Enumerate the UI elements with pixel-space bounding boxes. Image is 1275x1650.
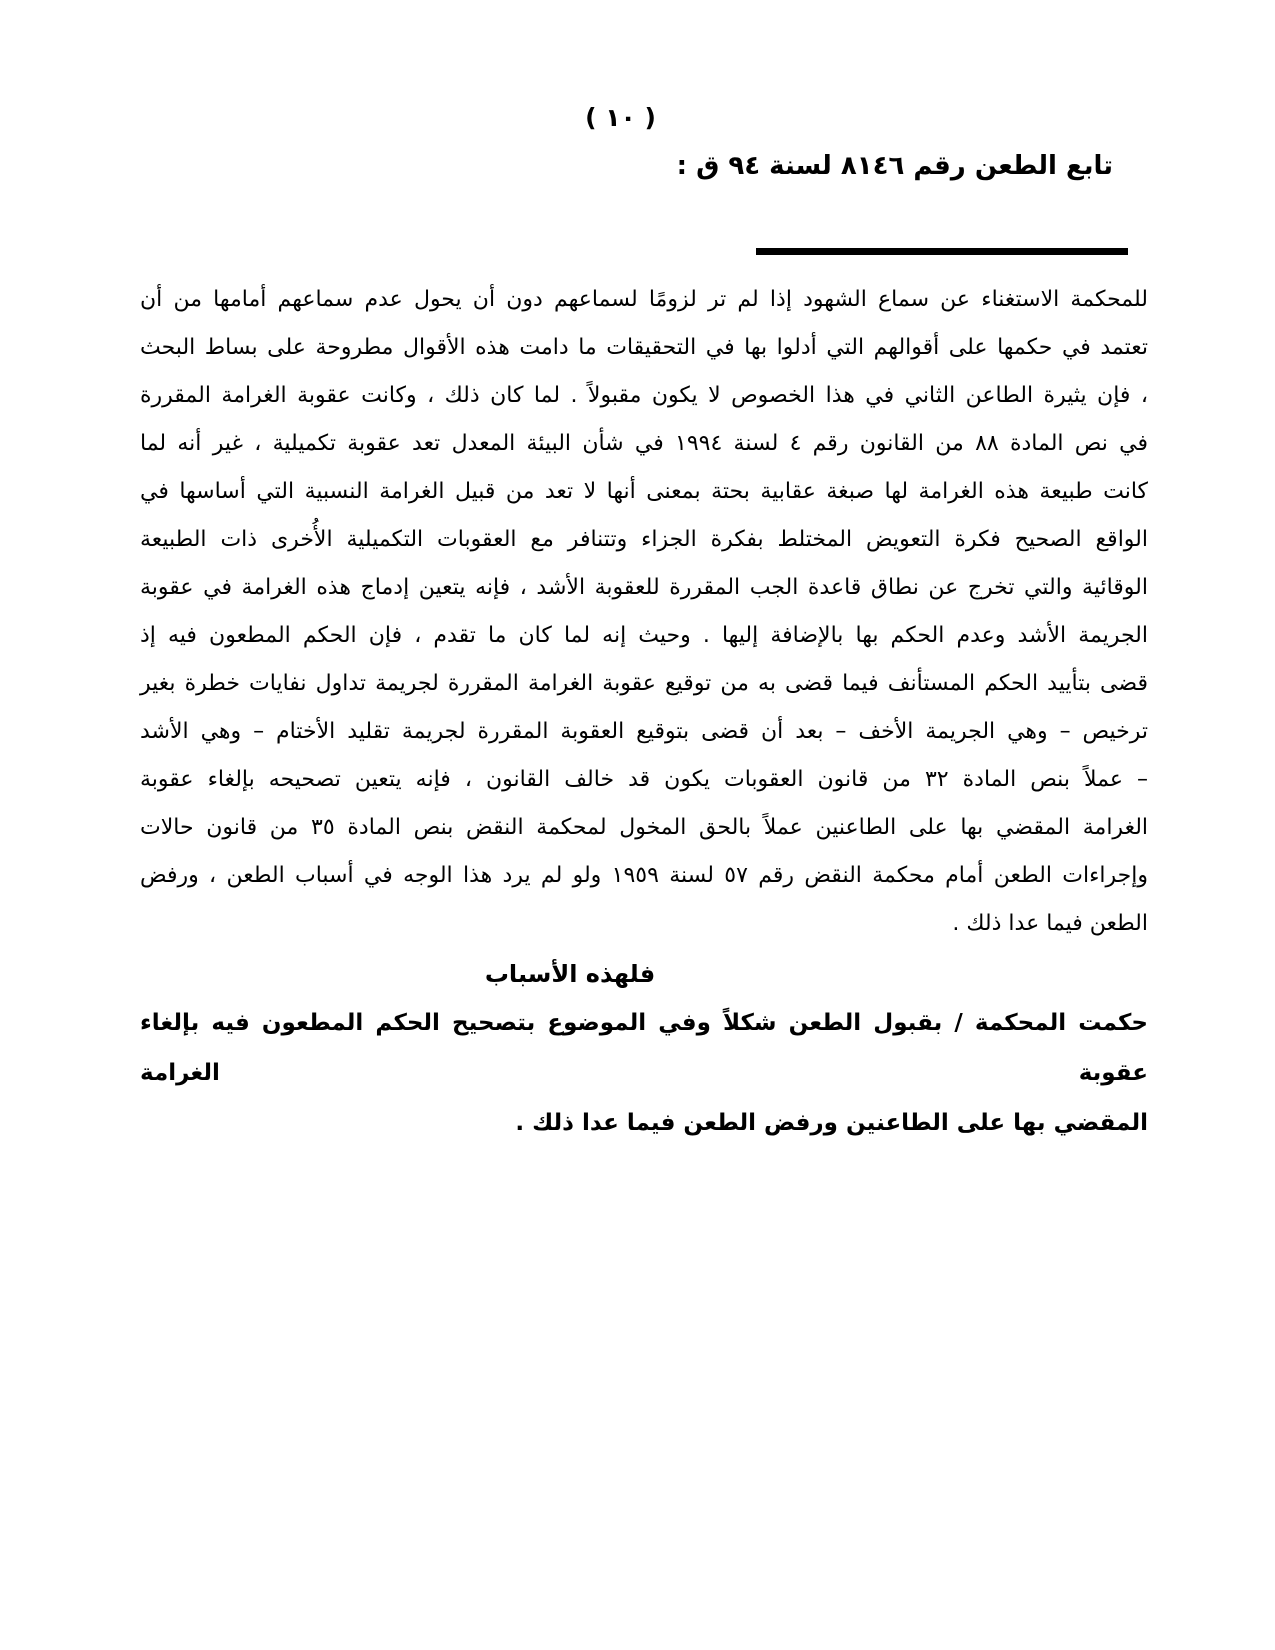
body-line: – عملاً بنص المادة ٣٢ من قانون العقوبات يكون قد خالف القانون ، فإنه يتعين تصحيحه بإلغاء عقوبة <box>140 767 1148 792</box>
header-divider-rule <box>756 248 1128 255</box>
body-line: كانت طبيعة هذه الغرامة لها صبغة عقابية بحتة بمعنى أنها لا تعد من قبيل الغرامة النسبية التي أساسها في <box>140 479 1148 504</box>
judgment-body <box>140 276 1148 1148</box>
body-last-line: الطعن فيما عدا ذلك . <box>952 911 1148 936</box>
body-line: الغرامة المقضي بها على الطاعنين عملاً بالحق المخول لمحكمة النقض بنص المادة ٣٥ من قانون حالات <box>140 815 1149 840</box>
body-line: تعتمد في حكمها على أقوالهم التي أدلوا بها في التحقيقات ما دامت هذه الأقوال مطروحة على بساط البحث <box>140 335 1148 360</box>
reasons-heading: فلهذه الأسباب <box>484 960 656 988</box>
page-number: ( ١٠ ) <box>585 103 656 132</box>
verdict-line: حكمت المحكمة / بقبول الطعن شكلاً وفي الموضوع بتصحيح الحكم المطعون فيه بإلغاء عقوبة الغرامة <box>140 1010 1148 1086</box>
body-line: الواقع الصحيح فكرة التعويض المختلط بفكرة الجزاء وتتنافر مع العقوبات التكميلية الأُخرى ذات الطبيعة <box>140 527 1148 552</box>
appeal-continuation-header: تابع الطعن رقم ٨١٤٦ لسنة ٩٤ ق : <box>676 151 1113 181</box>
body-line: للمحكمة الاستغناء عن سماع الشهود إذا لم تر لزومًا لسماعهم دون أن يحول عدم سماعهم أمامها من أن <box>140 287 1148 312</box>
body-line: قضى بتأييد الحكم المستأنف فيما قضى به من توقيع عقوبة الغرامة المقررة لجريمة تداول نفايات خطرة بغير <box>140 671 1148 696</box>
body-line: ترخيص – وهي الجريمة الأخف – بعد أن قضى بتوقيع العقوبة المقررة لجريمة تقليد الأختام – وهي الأشد <box>140 719 1148 744</box>
body-line: وإجراءات الطعن أمام محكمة النقض رقم ٥٧ لسنة ١٩٥٩ ولو لم يرد هذا الوجه في أسباب الطعن ، ورفض <box>140 863 1149 888</box>
verdict-last-line: المقضي بها على الطاعنين ورفض الطعن فيما عدا ذلك . <box>515 1110 1148 1136</box>
body-line: الوقائية والتي تخرج عن نطاق قاعدة الجب المقررة للعقوبة الأشد ، فإنه يتعين إدماج هذه الغرامة في عقوبة <box>140 575 1148 600</box>
body-line: ، فإن يثيرة الطاعن الثاني في هذا الخصوص لا يكون مقبولاً . لما كان ذلك ، وكانت عقوبة الغرامة المقررة <box>140 383 1148 408</box>
body-line: الجريمة الأشد وعدم الحكم بها بالإضافة إليها . وحيث إنه لما كان ما تقدم ، فإن الحكم المطعون فيه إذ <box>140 623 1148 648</box>
body-line: في نص المادة ٨٨ من القانون رقم ٤ لسنة ١٩٩٤ في شأن البيئة المعدل تعد عقوبة تكميلية ، غير أنه لما <box>140 431 1148 456</box>
